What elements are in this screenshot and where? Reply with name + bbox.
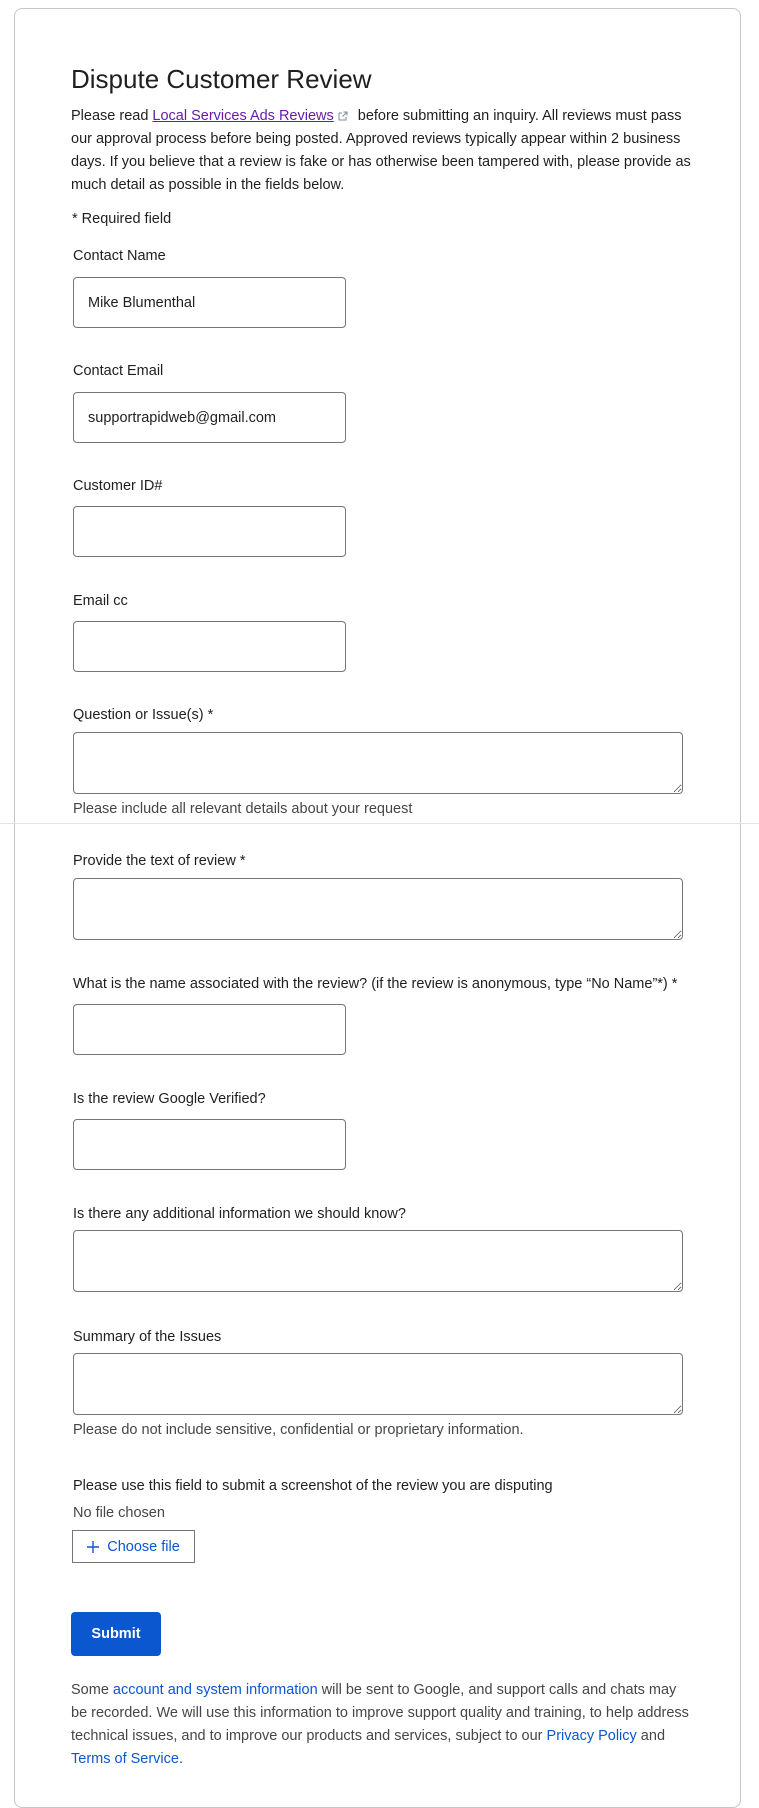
local-services-reviews-link[interactable]: Local Services Ads Reviews <box>152 108 334 124</box>
summary-textarea[interactable] <box>73 1353 683 1415</box>
email-cc-input[interactable] <box>73 621 346 672</box>
review-text-textarea[interactable] <box>73 878 683 940</box>
plus-icon <box>87 1541 99 1553</box>
privacy-policy-link[interactable]: Privacy Policy <box>546 1728 637 1744</box>
question-helper-text: Please include all relevant details about your request <box>73 801 413 817</box>
review-name-input[interactable] <box>73 1004 346 1055</box>
email-cc-label: Email cc <box>73 593 128 609</box>
footer-text: and <box>636 1728 666 1744</box>
contact-name-input[interactable] <box>73 277 346 328</box>
question-textarea[interactable] <box>73 732 683 794</box>
intro-after: before submitting an inquiry. All reviews must pass our approval process before being posted. Approved reviews typically appear within 2 business days. If you believe that a review is fake or has otherwise been tampered with, please provide as much detail as possible in the fields below. <box>71 108 691 193</box>
summary-helper-text: Please do not include sensitive, confidential or proprietary information. <box>73 1422 524 1438</box>
intro-text <box>71 105 691 197</box>
page-title: Dispute Customer Review <box>71 64 372 94</box>
google-verified-input[interactable] <box>73 1119 346 1170</box>
divider <box>0 823 759 824</box>
contact-name-label: Contact Name <box>73 248 166 264</box>
footer-disclaimer <box>71 1679 696 1771</box>
google-verified-label: Is the review Google Verified? <box>73 1091 266 1107</box>
terms-of-service-link[interactable]: Terms of Service <box>71 1751 179 1767</box>
submit-button[interactable]: Submit <box>71 1612 161 1656</box>
review-text-label: Provide the text of review * <box>73 853 246 869</box>
choose-file-button[interactable] <box>72 1530 195 1563</box>
contact-email-label: Contact Email <box>73 363 164 379</box>
footer-text: Some <box>71 1682 113 1698</box>
choose-file-label: Choose file <box>107 1538 180 1555</box>
external-link-icon <box>338 111 348 121</box>
customer-id-input[interactable] <box>73 506 346 557</box>
footer-text: will be sent to Google, and support calls and chats may be recorded. We will use this information to improve support quality and training, to help address technical issues, and to improve our products and services, subject to our <box>71 1682 689 1744</box>
intro-before: Please read <box>71 108 153 124</box>
customer-id-label: Customer ID# <box>73 478 163 494</box>
upload-label: Please use this field to submit a screenshot of the review you are disputing <box>73 1478 553 1494</box>
summary-label: Summary of the Issues <box>73 1329 222 1345</box>
file-status: No file chosen <box>73 1505 165 1521</box>
footer-text: . <box>178 1751 184 1767</box>
account-info-link[interactable]: account and system information <box>112 1682 318 1698</box>
question-label: Question or Issue(s) * <box>73 707 214 723</box>
contact-email-input[interactable] <box>73 392 346 443</box>
required-field-note: * Required field <box>72 211 172 227</box>
additional-info-textarea[interactable] <box>73 1230 683 1292</box>
review-name-label: What is the name associated with the review? (if the review is anonymous, type “No Name”*) * <box>73 976 678 992</box>
additional-info-label: Is there any additional information we should know? <box>73 1206 406 1222</box>
